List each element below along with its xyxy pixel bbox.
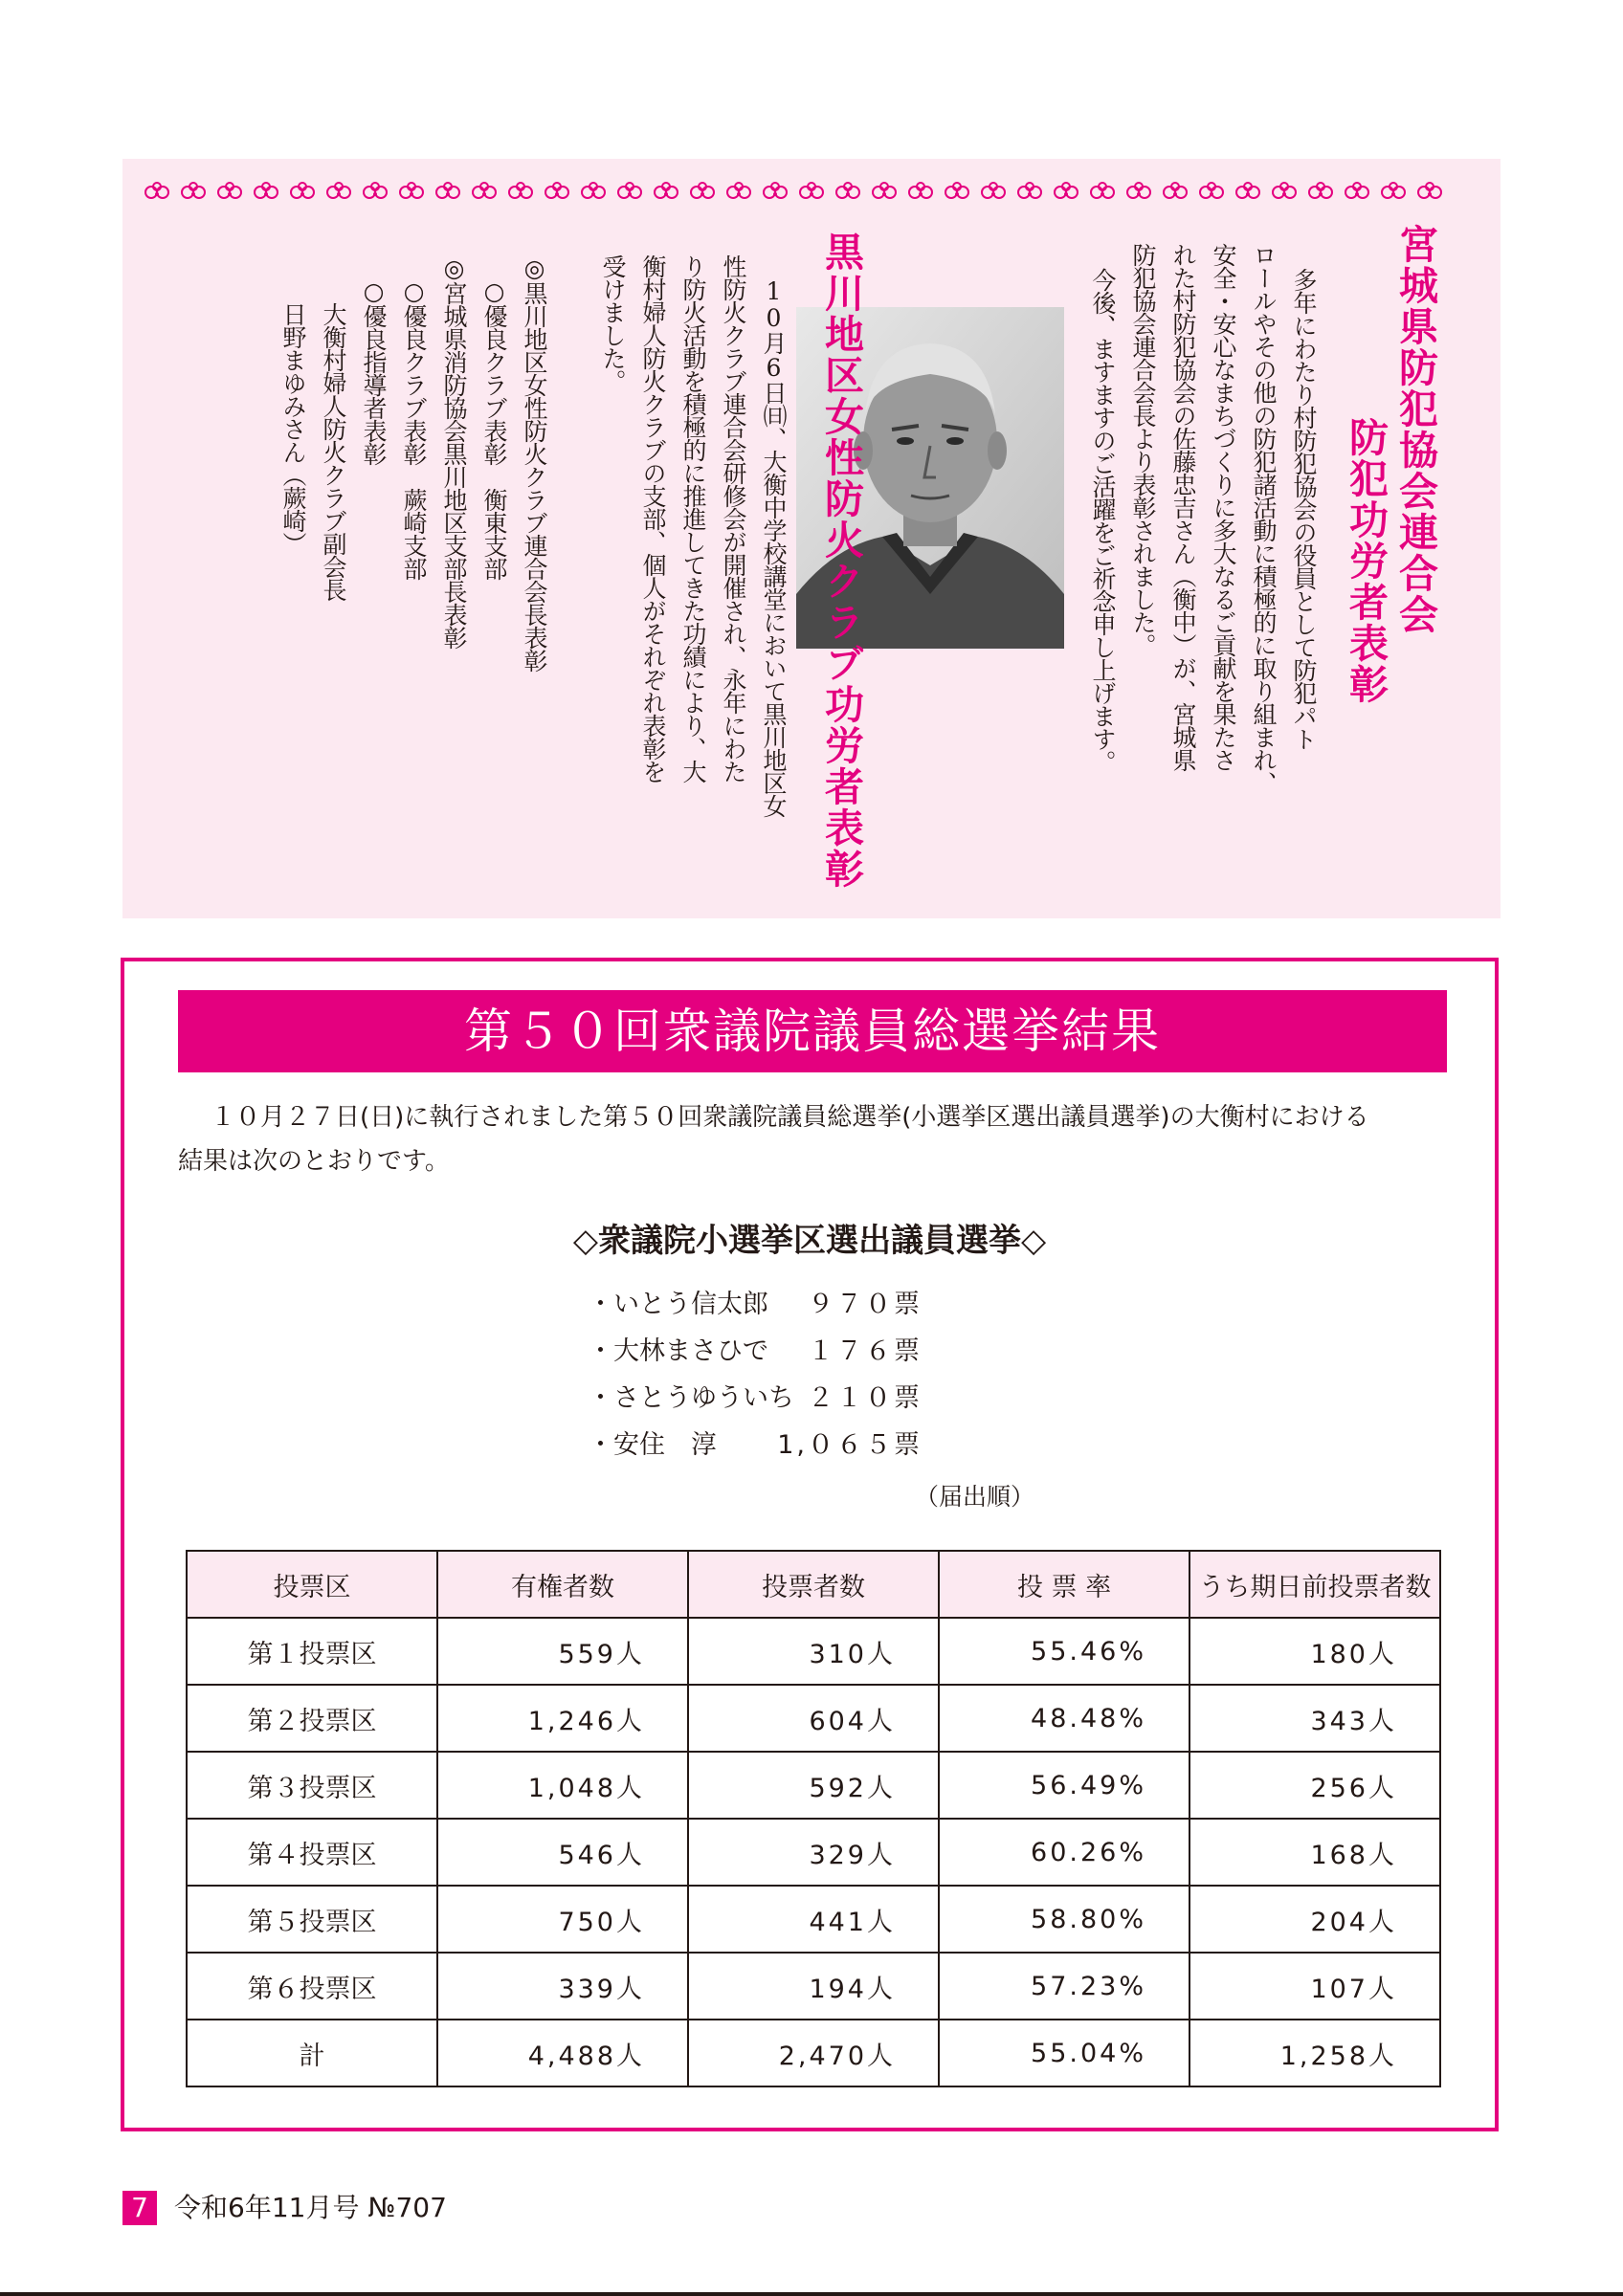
article1-title-line1: 宮城県防犯協会連合会	[1392, 224, 1438, 635]
article1-body-line3: 安全・安心なまちづくりに多大なるご貢献を果たさ	[1210, 243, 1237, 771]
award-line1: ◎黒川地区女性防火クラブ連合会長表彰	[521, 254, 548, 672]
cell-voters: 592人	[688, 1752, 939, 1819]
article1-body-line2: ロールやその他の防犯諸活動に積極的に取り組まれ、	[1250, 243, 1278, 794]
candidate-name: ・安住 淳	[588, 1430, 717, 1460]
cell-turnout: 55.46%	[939, 1618, 1189, 1685]
cell-early: 168人	[1189, 1819, 1440, 1886]
table-row	[187, 1953, 1440, 2020]
cell-district: 第５投票区	[187, 1886, 437, 1953]
cell-district: 第６投票区	[187, 1953, 437, 2020]
cell-district: 計	[187, 2020, 437, 2086]
intro-line2: 結果は次のとおりです。	[178, 1147, 450, 1176]
cell-eligible: 750人	[437, 1886, 688, 1953]
cell-early: 107人	[1189, 1953, 1440, 2020]
award-line2: ○優良クラブ表彰 衡東支部	[480, 277, 508, 580]
candidate-name: ・大林まさひで	[588, 1336, 768, 1366]
award-articles-panel	[122, 159, 1501, 918]
award-line4: ○優良クラブ表彰 蕨崎支部	[400, 277, 428, 580]
floral-border-ornament	[144, 174, 1479, 210]
cell-voters: 310人	[688, 1618, 939, 1685]
election-title: 第５０回衆議院議員総選挙結果	[178, 990, 1447, 1072]
article1-body-line6: 今後、ますますのご活躍をご祈念申し上げます。	[1089, 268, 1117, 773]
intro-line1: １０月２７日(日)に執行されました第５０回衆議院議員総選挙(小選挙区選出議員選挙)の大衡村における	[211, 1103, 1369, 1132]
cell-turnout: 56.49%	[939, 1752, 1189, 1819]
candidate-votes: 1,０６５票	[777, 1430, 923, 1460]
cell-district: 第１投票区	[187, 1618, 437, 1685]
candidate-votes: ９７０票	[808, 1290, 923, 1319]
header-district: 投票区	[187, 1551, 437, 1618]
election-subheading: ◇衆議院小選挙区選出議員選挙◇	[572, 1222, 1047, 1260]
election-intro	[178, 1095, 1460, 1183]
cell-eligible: 559人	[437, 1618, 688, 1685]
article2-title: 黒川地区女性防火クラブ功労者表彰	[818, 232, 864, 890]
cell-early: 256人	[1189, 1752, 1440, 1819]
cell-turnout: 58.80%	[939, 1886, 1189, 1953]
article1-body-line1: 多年にわたり村防犯協会の役員として防犯パト	[1290, 268, 1318, 750]
cell-eligible: 4,488人	[437, 2020, 688, 2086]
cell-turnout: 48.48%	[939, 1685, 1189, 1752]
header-early-voters: うち期日前投票者数	[1189, 1551, 1440, 1618]
cell-turnout: 57.23%	[939, 1953, 1189, 2020]
cell-eligible: 1,048人	[437, 1752, 688, 1819]
candidate-votes: １７６票	[808, 1336, 923, 1366]
order-note: （届出順）	[915, 1483, 1035, 1511]
award-line3: ◎宮城県消防協会黒川地区支部長表彰	[440, 254, 468, 649]
cell-early: 204人	[1189, 1886, 1440, 1953]
article2-body-line5: 受けました。	[599, 254, 627, 392]
article2-body-line3: り防火活動を積極的に推進してきた功績により、大	[679, 254, 707, 783]
header-voters: 投票者数	[688, 1551, 939, 1618]
cell-eligible: 1,246人	[437, 1685, 688, 1752]
article2-body-line2: 性防火クラブ連合会研修会が開催され、永年にわた	[720, 254, 747, 783]
cell-district: 第３投票区	[187, 1752, 437, 1819]
table-row	[187, 1618, 1440, 1685]
cell-early: 1,258人	[1189, 2020, 1440, 2086]
table-header-row	[187, 1551, 1440, 1618]
article1-body-line5: 防犯協会連合会長より表彰されました。	[1129, 243, 1157, 656]
cell-turnout: 55.04%	[939, 2020, 1189, 2086]
issue-label: 令和6年11月号 №707	[174, 2192, 447, 2223]
cell-voters: 604人	[688, 1685, 939, 1752]
header-turnout: 投 票 率	[939, 1551, 1189, 1618]
candidate-name: ・さとうゆういち	[588, 1383, 794, 1413]
table-row	[187, 1752, 1440, 1819]
candidate-votes: ２１０票	[808, 1383, 923, 1413]
cell-turnout: 60.26%	[939, 1819, 1189, 1886]
table-row	[187, 1886, 1440, 1953]
cell-eligible: 339人	[437, 1953, 688, 2020]
cell-voters: 329人	[688, 1819, 939, 1886]
article1-body-line4: れた村防犯協会の佐藤忠吉さん（衡中）が、宮城県	[1169, 243, 1197, 771]
table-total-row	[187, 2020, 1440, 2086]
table-row	[187, 1819, 1440, 1886]
cell-voters: 2,470人	[688, 2020, 939, 2086]
award-line6: 大衡村婦人防火クラブ副会長	[320, 302, 347, 601]
award-line7: 日野まゆみさん（蕨崎）	[279, 302, 307, 555]
cell-voters: 194人	[688, 1953, 939, 2020]
cell-district: 第２投票区	[187, 1685, 437, 1752]
award-line5: ○優良指導者表彰	[360, 277, 388, 465]
header-eligible: 有権者数	[437, 1551, 688, 1618]
results-table	[186, 1550, 1441, 2087]
bottom-rule	[0, 2292, 1623, 2296]
cell-early: 180人	[1189, 1618, 1440, 1685]
cell-district: 第４投票区	[187, 1819, 437, 1886]
cell-early: 343人	[1189, 1685, 1440, 1752]
article2-body-line1: 10月6日㈰、大衡中学校講堂において黒川地区女	[760, 277, 788, 817]
election-results-box	[121, 958, 1499, 2131]
article1-title-line2: 防犯功労者表彰	[1343, 417, 1389, 705]
cell-voters: 441人	[688, 1886, 939, 1953]
article2-body-line4: 衡村婦人防火クラブの支部、個人がそれぞれ表彰を	[639, 254, 667, 783]
page-number: 7	[122, 2191, 157, 2225]
table-row	[187, 1685, 1440, 1752]
cell-eligible: 546人	[437, 1819, 688, 1886]
candidate-name: ・いとう信太郎	[588, 1290, 768, 1319]
